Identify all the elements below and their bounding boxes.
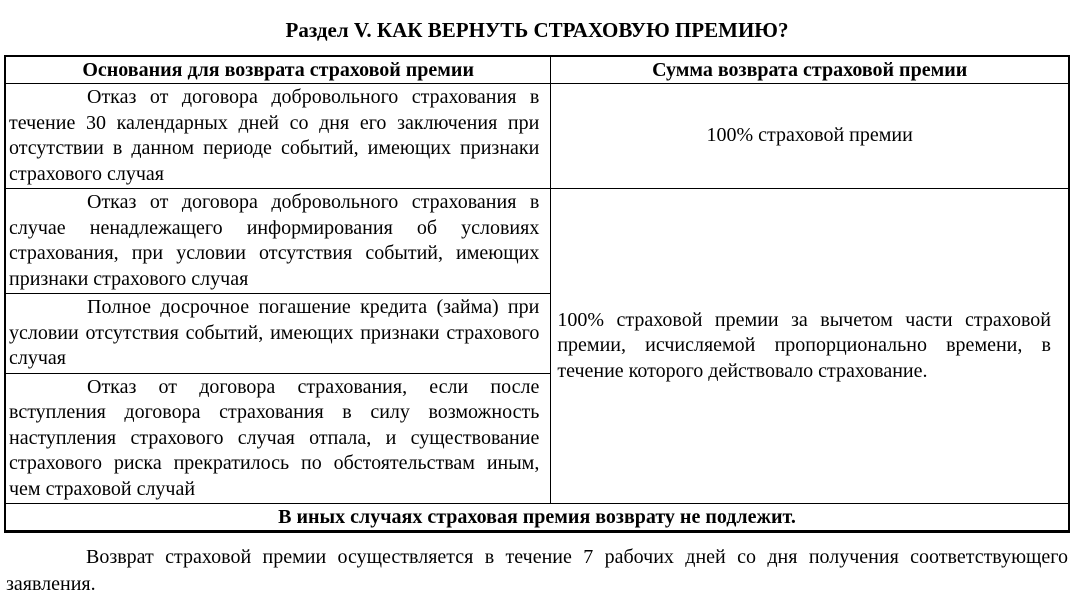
ground-cell-cooling-off [5, 84, 551, 189]
ground-text: Отказ от договора страхования, если после вступления договора страхования в силу возможность наступления страхового случая отпала, и существование страхового риска прекратилось по обстоятельствам иным, чем страховой случай [9, 375, 540, 500]
ground-text: Отказ от договора добровольного страхования в случае ненадлежащего информирования об условиях страхования, при условии отсутствия событий, имеющих признаки страхового случая [9, 191, 540, 290]
ground-text: Полное досрочное погашение кредита (займа) при условии отсутствия событий, имеющих признаки страхового случая [9, 296, 540, 369]
header-grounds: Основания для возврата страховой премии [5, 56, 551, 84]
header-amount: Сумма возврата страховой премии [551, 56, 1069, 84]
document-page [0, 18, 1074, 598]
ground-cell-improper-informing [5, 189, 551, 294]
premium-refund-table [4, 55, 1070, 533]
table-row [5, 84, 1069, 189]
table-header-row [5, 56, 1069, 84]
closing-paragraph: Возврат страховой премии осуществляется в течение 7 рабочих дней со дня получения соответствующего заявления. [6, 546, 1068, 595]
amount-cell-full-refund: 100% страховой премии [551, 84, 1069, 189]
table-row [5, 189, 1069, 294]
ground-cell-early-loan-repayment [5, 294, 551, 374]
page-title: Раздел V. КАК ВЕРНУТЬ СТРАХОВУЮ ПРЕМИЮ? [285, 18, 789, 42]
amount-cell-prorated-refund: 100% страховой премии за вычетом части страховой премии, исчисляемой пропорционально времени, в течение которого действовало страхование. [551, 189, 1069, 504]
table-footer-row [5, 504, 1069, 532]
footer-no-refund-note: В иных случаях страховая премия возврату не подлежит. [5, 504, 1069, 532]
ground-cell-risk-ceased [5, 373, 551, 504]
ground-text: Отказ от договора добровольного страхования в течение 30 календарных дней со дня его заключения при отсутствии в данном периоде событий, имеющих признаки страхового случая [9, 86, 540, 185]
